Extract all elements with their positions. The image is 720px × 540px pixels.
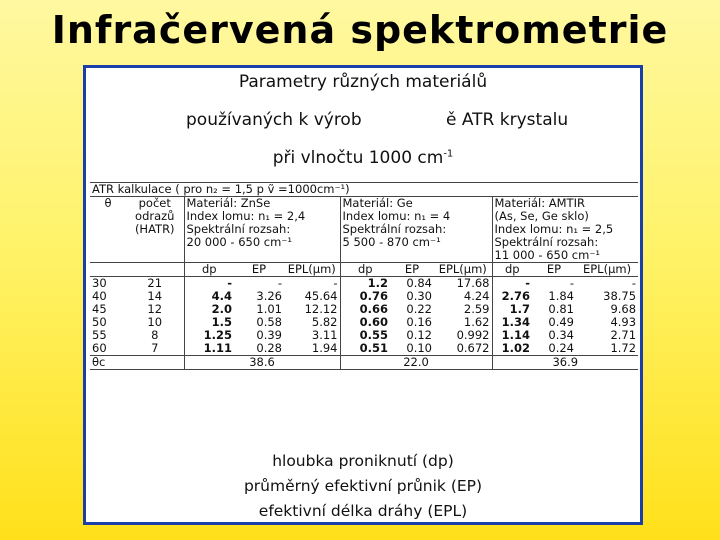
cell-ge-epl: 2.59 <box>463 303 490 316</box>
subheader-dp: dp <box>340 263 390 277</box>
cell-amtir-dp: 2.76 <box>492 290 532 303</box>
cell-znse-epl: 5.82 <box>311 316 338 329</box>
material-znse-index: Index lomu: n₁ = 2,4 <box>184 210 340 223</box>
cell-ge-ep: 0.12 <box>406 329 432 342</box>
material-amtir-range: 11 000 - 650 cm⁻¹ <box>492 249 638 263</box>
slide-title: Infračervená spektrometrie <box>51 8 669 52</box>
cell-amtir-epl: 4.93 <box>610 316 637 329</box>
cell-amtir-epl: 2.71 <box>610 329 637 342</box>
critical-angle-ge: 22.0 <box>340 356 492 370</box>
subheader-ep: EP <box>251 262 267 276</box>
atr-table <box>90 182 638 370</box>
cell-reflections: 12 <box>147 303 163 316</box>
cell-theta: 50 <box>92 316 107 329</box>
material-ge-range-label: Spektrální rozsah: <box>340 223 492 236</box>
table-row <box>90 329 638 342</box>
material-ge-name: Materiál: Ge <box>340 197 492 211</box>
cell-reflections: 21 <box>147 276 163 290</box>
data-rows <box>90 277 638 356</box>
cell-theta: 60 <box>92 342 107 355</box>
subheader-dp: dp <box>492 263 532 277</box>
col-reflections-header-3: (HATR) <box>134 223 175 236</box>
cell-znse-dp: 1.5 <box>184 316 234 329</box>
cell-ge-epl: 4.24 <box>463 290 490 303</box>
cell-amtir-dp: 1.14 <box>492 329 532 342</box>
cell-znse-epl: 45.64 <box>304 290 338 303</box>
legend-ep: průměrný efektivní průnik (EP) <box>243 477 483 495</box>
cell-theta: 55 <box>92 329 107 342</box>
critical-angle-amtir: 36.9 <box>492 356 638 370</box>
material-ge-index: Index lomu: n₁ = 4 <box>340 210 492 223</box>
cell-ge-epl: 0.992 <box>456 329 490 342</box>
cell-reflections: 10 <box>147 316 163 329</box>
table-row <box>90 342 638 356</box>
cell-ge-dp: 0.66 <box>340 303 390 316</box>
cell-theta: 30 <box>92 276 107 290</box>
cell-znse-dp: 1.25 <box>184 329 234 342</box>
atr-calc-label: ATR kalkulace ( pro n₂ = 1,5 p ṽ =1000cm⁻¹) <box>92 182 350 196</box>
col-theta-header: θ <box>104 196 112 210</box>
cell-ge-epl: 0.672 <box>456 342 490 355</box>
table-heading-line2a: používaných k výrob <box>186 110 362 130</box>
cell-amtir-epl: - <box>631 276 637 290</box>
cell-ge-dp: 0.51 <box>340 342 390 356</box>
cell-reflections: 8 <box>151 329 159 342</box>
cell-znse-ep: 0.39 <box>256 329 282 342</box>
cell-znse-epl: - <box>333 276 338 290</box>
wavenumber-label: při vlnočtu 1000 cm <box>272 148 444 168</box>
cell-znse-dp: 4.4 <box>184 290 234 303</box>
cell-amtir-dp: 1.7 <box>492 303 532 316</box>
col-reflections-header-2: odrazů <box>135 210 175 223</box>
cell-amtir-epl: 1.72 <box>610 342 637 355</box>
cell-ge-dp: 1.2 <box>340 277 390 291</box>
material-znse-range-label: Spektrální rozsah: <box>184 223 340 236</box>
cell-znse-dp: 1.11 <box>184 342 234 356</box>
cell-ge-dp: 0.76 <box>340 290 390 303</box>
wavenumber-exponent: -1 <box>443 148 454 160</box>
critical-angle-row <box>90 356 638 370</box>
critical-angle-znse: 38.6 <box>184 356 340 370</box>
cell-znse-epl: 1.94 <box>311 342 338 355</box>
cell-znse-epl: 12.12 <box>304 303 338 316</box>
cell-amtir-ep: 0.81 <box>548 303 574 316</box>
table-row <box>90 277 638 291</box>
subheader-dp: dp <box>184 263 234 277</box>
material-znse-range: 20 000 - 650 cm⁻¹ <box>184 236 340 249</box>
critical-angle-label: θc <box>92 355 106 369</box>
cell-ge-dp: 0.60 <box>340 316 390 329</box>
cell-amtir-dp: - <box>492 277 532 291</box>
table-heading-line3 <box>90 148 636 168</box>
material-amtir-glass: (As, Se, Ge sklo) <box>492 210 638 223</box>
cell-amtir-ep: 0.34 <box>548 329 574 342</box>
material-znse-name: Materiál: ZnSe <box>184 197 340 211</box>
cell-ge-dp: 0.55 <box>340 329 390 342</box>
cell-znse-ep: 1.01 <box>256 303 282 316</box>
cell-ge-ep: 0.16 <box>406 316 432 329</box>
cell-amtir-ep: - <box>569 276 574 290</box>
table-row <box>90 303 638 316</box>
subheader-ep: EP <box>404 262 420 276</box>
cell-znse-ep: - <box>277 276 282 290</box>
subheader-epl: EPL(μm) <box>438 262 487 276</box>
cell-znse-ep: 3.26 <box>256 290 282 303</box>
cell-amtir-ep: 1.84 <box>548 290 574 303</box>
cell-ge-epl: 1.62 <box>463 316 490 329</box>
cell-amtir-dp: 1.02 <box>492 342 532 356</box>
content-panel <box>83 65 643 525</box>
subheader-ep: EP <box>546 262 562 276</box>
cell-amtir-epl: 9.68 <box>610 303 637 316</box>
cell-ge-epl: 17.68 <box>456 276 490 290</box>
cell-ge-ep: 0.84 <box>406 276 432 290</box>
cell-amtir-epl: 38.75 <box>603 290 637 303</box>
cell-amtir-dp: 1.34 <box>492 316 532 329</box>
table-row <box>90 316 638 329</box>
table-heading-line1: Parametry různých materiálů <box>238 72 488 92</box>
col-reflections-header-1: počet <box>138 196 171 210</box>
subheader-epl: EPL(μm) <box>287 262 336 276</box>
cell-znse-dp: - <box>184 277 234 291</box>
cell-znse-ep: 0.28 <box>256 342 282 355</box>
cell-ge-ep: 0.30 <box>406 290 432 303</box>
cell-amtir-ep: 0.24 <box>548 342 574 355</box>
cell-znse-epl: 3.11 <box>311 329 338 342</box>
cell-znse-ep: 0.58 <box>256 316 282 329</box>
cell-theta: 45 <box>92 303 107 316</box>
material-ge-range: 5 500 - 870 cm⁻¹ <box>340 236 492 249</box>
cell-ge-ep: 0.10 <box>406 342 432 355</box>
table-heading-line2b: ě ATR krystalu <box>446 110 569 130</box>
cell-amtir-ep: 0.49 <box>548 316 574 329</box>
cell-ge-ep: 0.22 <box>406 303 432 316</box>
material-amtir-index: Index lomu: n₁ = 2,5 <box>492 223 638 236</box>
material-amtir-range-label: Spektrální rozsah: <box>492 236 638 249</box>
cell-theta: 40 <box>92 290 107 303</box>
cell-znse-dp: 2.0 <box>184 303 234 316</box>
material-amtir-name: Materiál: AMTIR <box>492 197 638 211</box>
legend-epl: efektivní délka dráhy (EPL) <box>258 502 468 520</box>
table-row <box>90 290 638 303</box>
legend-dp: hloubka proniknutí (dp) <box>272 452 454 470</box>
subheader-epl: EPL(μm) <box>582 262 632 276</box>
cell-reflections: 14 <box>147 290 163 303</box>
cell-reflections: 7 <box>151 342 159 355</box>
subheader-row <box>90 263 638 277</box>
